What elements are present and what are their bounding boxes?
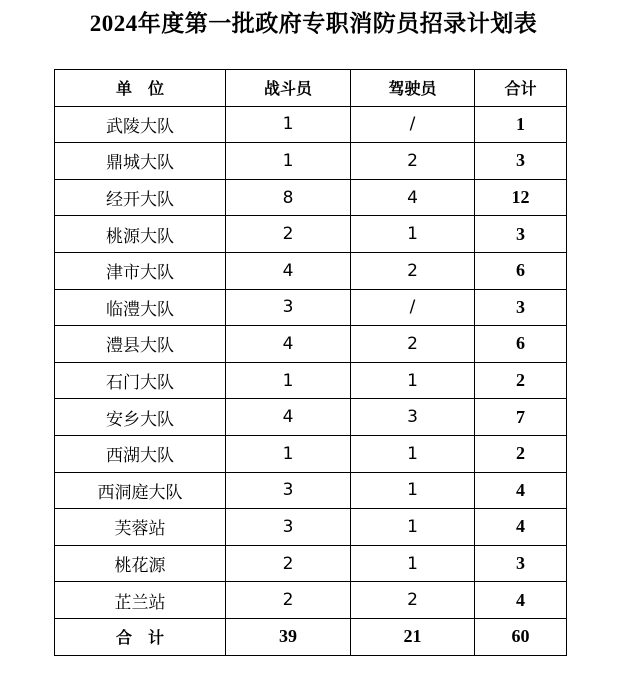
unit-cell: 武陵大队: [55, 106, 226, 143]
fighters-cell: 3: [226, 289, 351, 326]
fighters-cell: 4: [226, 399, 351, 436]
unit-cell: 西湖大队: [55, 435, 226, 472]
table-row: [55, 399, 567, 436]
drivers-cell: 2: [351, 326, 475, 363]
fighters-cell: 3: [226, 472, 351, 509]
table-row: [55, 435, 567, 472]
unit-cell: 临澧大队: [55, 289, 226, 326]
table-row: [55, 252, 567, 289]
fighters-cell: 2: [226, 582, 351, 619]
table-row: [55, 216, 567, 253]
unit-cell: 石门大队: [55, 362, 226, 399]
drivers-cell: /: [351, 106, 475, 143]
drivers-cell: 1: [351, 509, 475, 546]
summary-row: [55, 618, 567, 655]
header-drivers: 驾驶员: [351, 70, 475, 107]
summary-label: 合 计: [55, 618, 226, 655]
summary-fighters: 39: [226, 618, 351, 655]
drivers-cell: 4: [351, 179, 475, 216]
unit-cell: 芷兰站: [55, 582, 226, 619]
total-cell: 7: [475, 399, 567, 436]
table-row: [55, 289, 567, 326]
table-row: [55, 472, 567, 509]
document-title: 2024年度第一批政府专职消防员招录计划表: [89, 11, 538, 36]
total-cell: 4: [475, 472, 567, 509]
header-unit: 单 位: [55, 70, 226, 107]
total-cell: 3: [475, 143, 567, 180]
table-row: [55, 106, 567, 143]
table-row: [55, 582, 567, 619]
table-row: [55, 179, 567, 216]
table-row: [55, 509, 567, 546]
summary-total: 60: [475, 618, 567, 655]
table-row: [55, 326, 567, 363]
unit-cell: 芙蓉站: [55, 509, 226, 546]
unit-cell: 经开大队: [55, 179, 226, 216]
drivers-cell: 2: [351, 143, 475, 180]
total-cell: 3: [475, 216, 567, 253]
drivers-cell: 1: [351, 435, 475, 472]
header-total: 合计: [475, 70, 567, 107]
total-cell: 12: [475, 179, 567, 216]
summary-drivers: 21: [351, 618, 475, 655]
unit-cell: 桃源大队: [55, 216, 226, 253]
table-row: [55, 545, 567, 582]
fighters-cell: 1: [226, 143, 351, 180]
total-cell: 4: [475, 582, 567, 619]
total-cell: 3: [475, 289, 567, 326]
total-cell: 2: [475, 362, 567, 399]
fighters-cell: 2: [226, 545, 351, 582]
drivers-cell: 1: [351, 362, 475, 399]
fighters-cell: 4: [226, 252, 351, 289]
fighters-cell: 1: [226, 435, 351, 472]
unit-cell: 安乡大队: [55, 399, 226, 436]
unit-cell: 澧县大队: [55, 326, 226, 363]
total-cell: 3: [475, 545, 567, 582]
fighters-cell: 8: [226, 179, 351, 216]
total-cell: 2: [475, 435, 567, 472]
table-row: [55, 362, 567, 399]
fighters-cell: 3: [226, 509, 351, 546]
total-cell: 4: [475, 509, 567, 546]
unit-cell: 西洞庭大队: [55, 472, 226, 509]
drivers-cell: 1: [351, 216, 475, 253]
total-cell: 6: [475, 252, 567, 289]
drivers-cell: 1: [351, 472, 475, 509]
unit-cell: 桃花源: [55, 545, 226, 582]
fighters-cell: 1: [226, 362, 351, 399]
fighters-cell: 4: [226, 326, 351, 363]
table-header-row: [55, 70, 567, 107]
drivers-cell: 2: [351, 582, 475, 619]
fighters-cell: 1: [226, 106, 351, 143]
fighters-cell: 2: [226, 216, 351, 253]
header-fighters: 战斗员: [226, 70, 351, 107]
total-cell: 1: [475, 106, 567, 143]
drivers-cell: 2: [351, 252, 475, 289]
unit-cell: 津市大队: [55, 252, 226, 289]
drivers-cell: 1: [351, 545, 475, 582]
table-row: [55, 143, 567, 180]
unit-cell: 鼎城大队: [55, 143, 226, 180]
drivers-cell: /: [351, 289, 475, 326]
recruitment-plan-table: [54, 69, 567, 656]
total-cell: 6: [475, 326, 567, 363]
drivers-cell: 3: [351, 399, 475, 436]
